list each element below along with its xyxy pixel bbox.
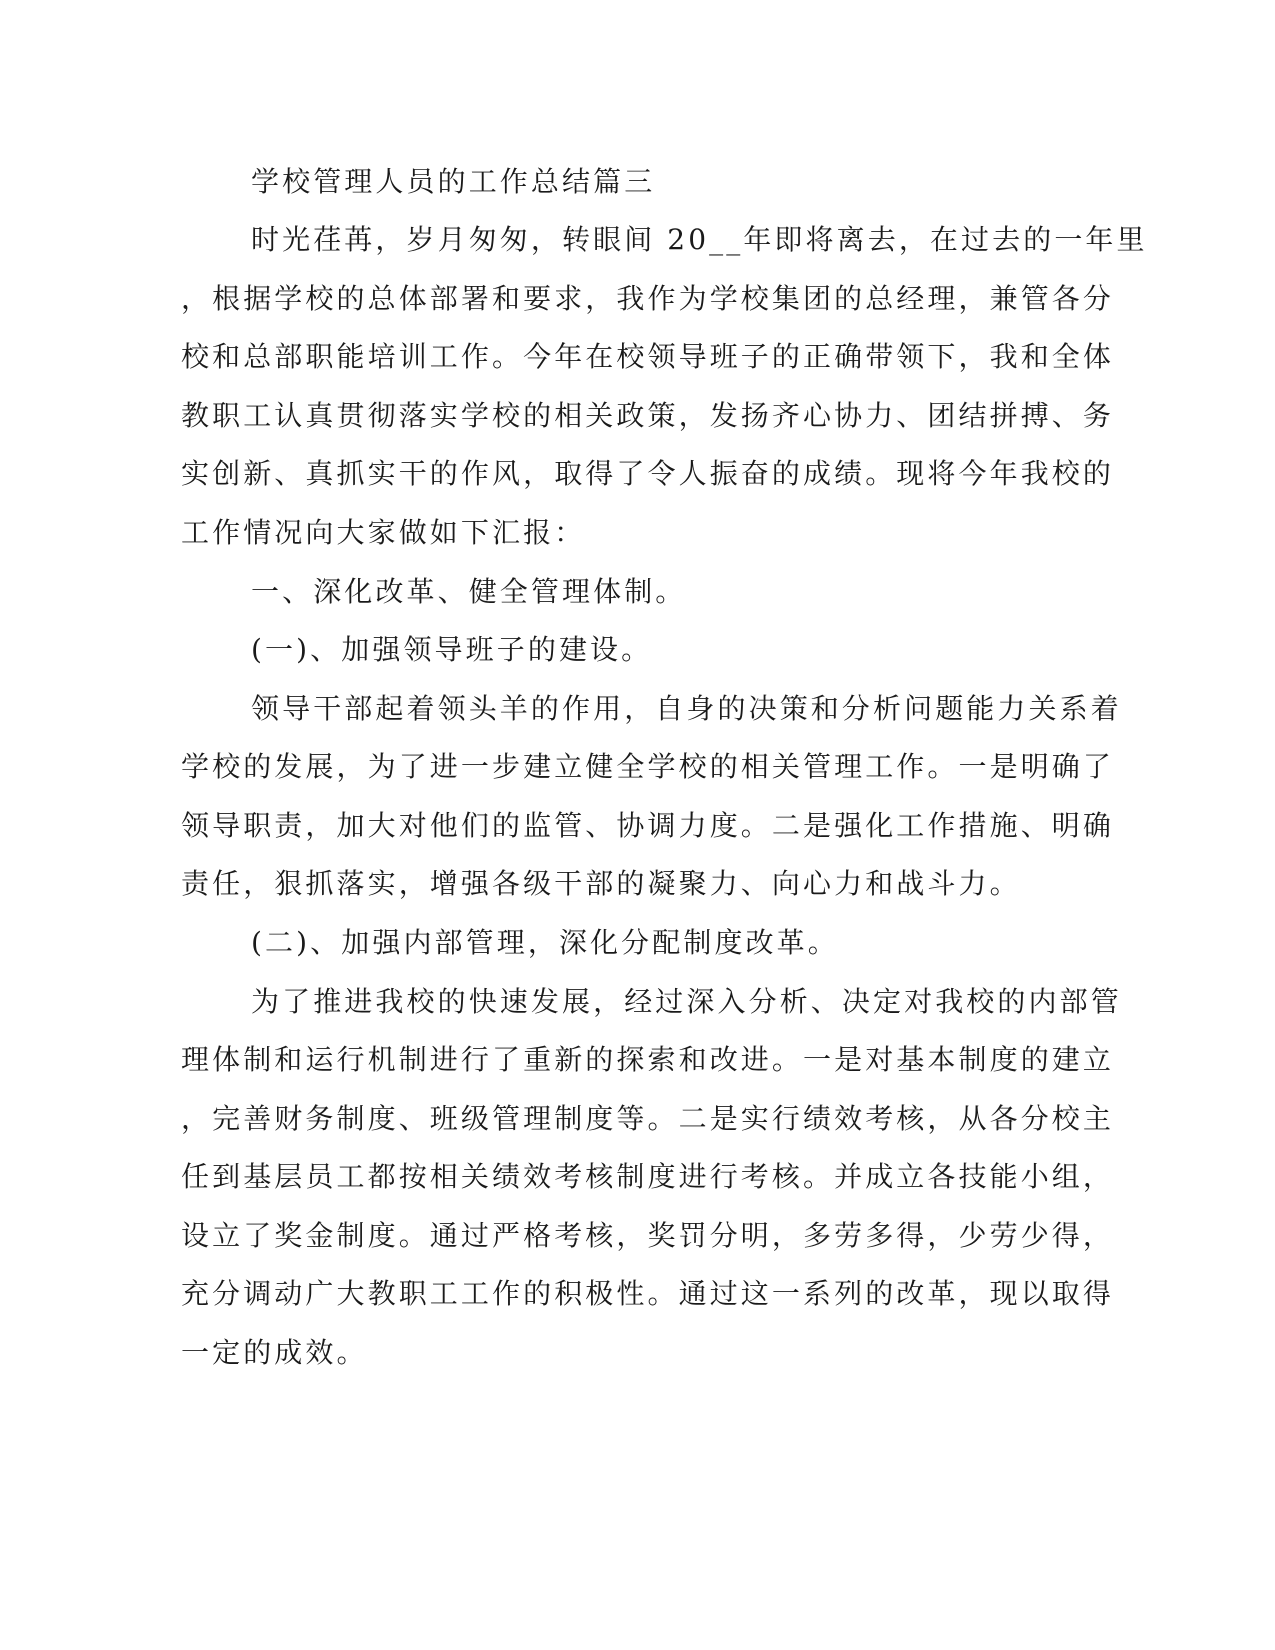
paragraph-line: ，根据学校的总体部署和要求，我作为学校集团的总经理，兼管各分 <box>181 282 1115 315</box>
paragraph-line: 工作情况向大家做如下汇报： <box>181 516 586 549</box>
paragraph-line: 责任，狠抓落实，增强各级干部的凝聚力、向心力和战斗力。 <box>181 867 1021 900</box>
document-title: 学校管理人员的工作总结篇三 <box>251 165 656 198</box>
paragraph-line: 为了推进我校的快速发展，经过深入分析、决定对我校的内部管 <box>251 985 1122 1018</box>
paragraph-line: 实创新、真抓实干的作风，取得了令人振奋的成绩。现将今年我校的 <box>181 457 1115 490</box>
paragraph-line: 理体制和运行机制进行了重新的探索和改进。一是对基本制度的建立 <box>181 1043 1115 1076</box>
section-heading: 一、深化改革、健全管理体制。 <box>251 575 687 608</box>
paragraph-line: 一定的成效。 <box>181 1336 368 1369</box>
paragraph-line: ，完善财务制度、班级管理制度等。二是实行绩效考核，从各分校主 <box>181 1102 1115 1135</box>
paragraph-line: 校和总部职能培训工作。今年在校领导班子的正确带领下，我和全体 <box>181 340 1115 373</box>
paragraph-line: 任到基层员工都按相关绩效考核制度进行考核。并成立各技能小组， <box>181 1160 1115 1193</box>
paragraph-line: 设立了奖金制度。通过严格考核，奖罚分明，多劳多得，少劳少得， <box>181 1219 1115 1252</box>
paragraph-line: 领导职责，加大对他们的监管、协调力度。二是强化工作措施、明确 <box>181 809 1115 842</box>
subsection-heading: (二)、加强内部管理，深化分配制度改革。 <box>251 926 839 959</box>
paragraph-line: 时光荏苒，岁月匆匆，转眼间 20__年即将离去，在过去的一年里 <box>251 223 1148 256</box>
paragraph-line: 领导干部起着领头羊的作用，自身的决策和分析问题能力关系着 <box>251 692 1122 725</box>
paragraph-line: 充分调动广大教职工工作的积极性。通过这一系列的改革，现以取得 <box>181 1277 1115 1310</box>
paragraph-line: 学校的发展，为了进一步建立健全学校的相关管理工作。一是明确了 <box>181 750 1115 783</box>
subsection-heading: (一)、加强领导班子的建设。 <box>251 633 653 666</box>
paragraph-line: 教职工认真贯彻落实学校的相关政策，发扬齐心协力、团结拼搏、务 <box>181 399 1115 432</box>
